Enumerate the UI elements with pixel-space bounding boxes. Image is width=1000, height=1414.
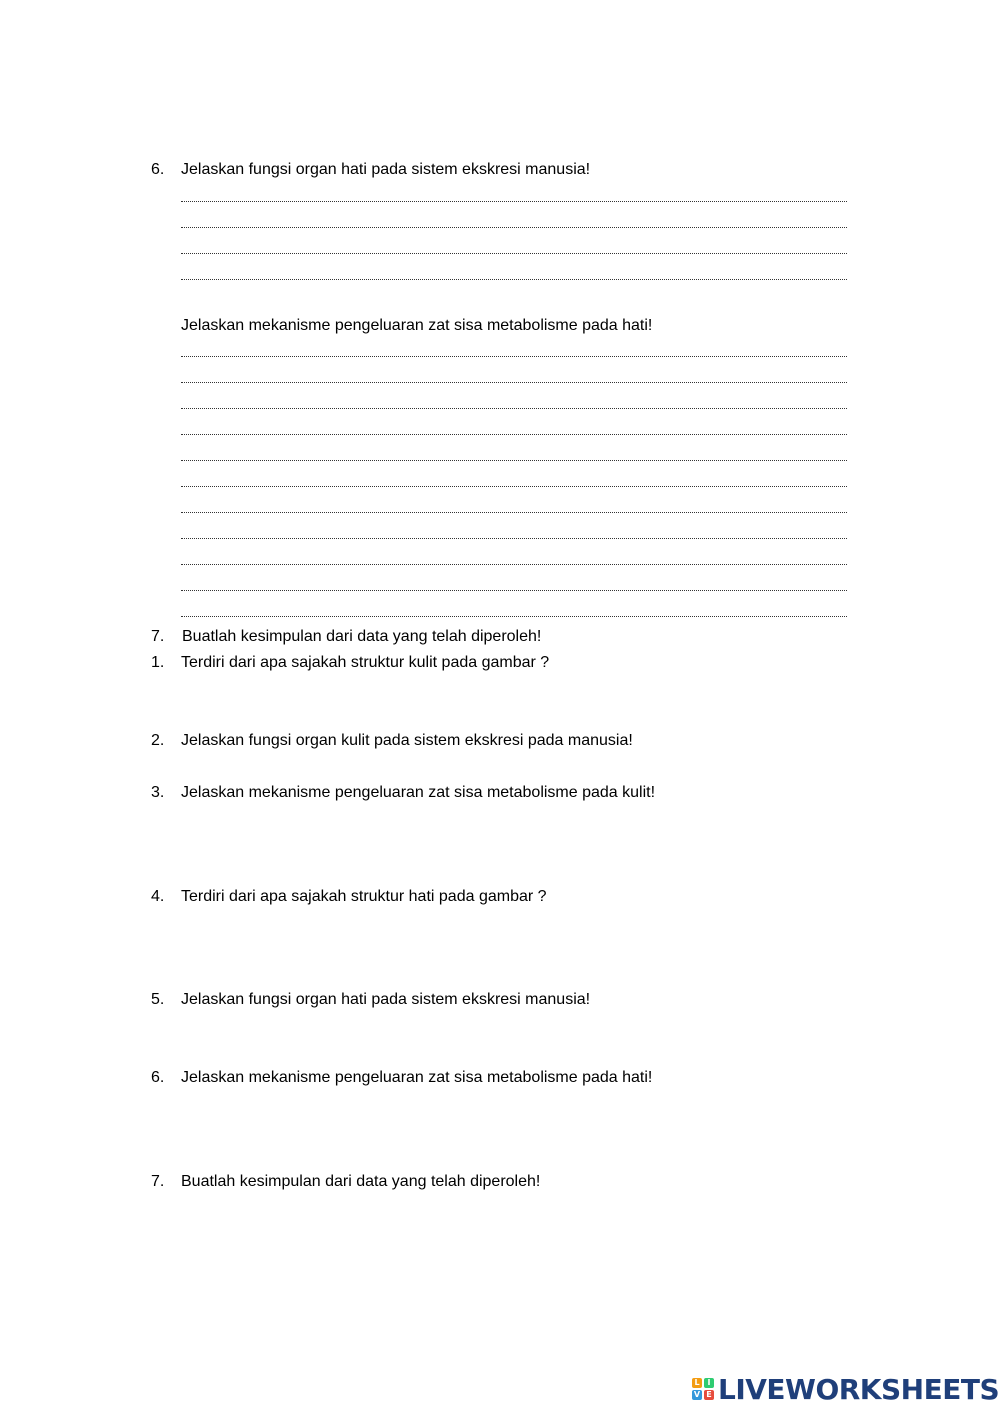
question-number: 6. — [151, 161, 165, 178]
question-number: 7. — [151, 1173, 165, 1190]
answer-line[interactable] — [181, 382, 847, 383]
logo-cell-i: I — [704, 1378, 714, 1388]
question-text: Terdiri dari apa sajakah struktur kulit pada gambar ? — [181, 654, 550, 671]
question-text: Buatlah kesimpulan dari data yang telah diperoleh! — [181, 1173, 541, 1190]
liveworksheets-logo — [692, 1373, 1000, 1407]
question-text: Jelaskan mekanisme pengeluaran zat sisa metabolisme pada kulit! — [181, 784, 656, 801]
answer-line[interactable] — [181, 460, 847, 461]
question-text: Jelaskan fungsi organ hati pada sistem ekskresi manusia! — [181, 991, 591, 1008]
logo-cell-v: V — [693, 1390, 701, 1399]
answer-line[interactable] — [181, 408, 847, 409]
answer-line[interactable] — [181, 434, 847, 435]
answer-line[interactable] — [181, 564, 847, 565]
answer-line[interactable] — [181, 201, 847, 202]
question-number: 7. — [151, 628, 165, 645]
answer-line[interactable] — [181, 512, 847, 513]
question-number: 1. — [151, 654, 165, 671]
question-text: Terdiri dari apa sajakah struktur hati pada gambar ? — [181, 888, 547, 905]
question-number: 3. — [151, 784, 165, 801]
answer-line[interactable] — [181, 486, 847, 487]
answer-line[interactable] — [181, 356, 847, 357]
answer-line[interactable] — [181, 538, 847, 539]
question-number: 4. — [151, 888, 165, 905]
answer-line[interactable] — [181, 279, 847, 280]
logo-cell-l: L — [692, 1378, 702, 1388]
liveworksheets-logo-text: LIVEWORKSHEETS — [718, 1373, 1000, 1406]
question-number: 5. — [151, 991, 165, 1008]
answer-line[interactable] — [181, 590, 847, 591]
sub-question-text: Jelaskan mekanisme pengeluaran zat sisa metabolisme pada hati! — [181, 317, 653, 334]
question-number: 6. — [151, 1069, 165, 1086]
question-text: Jelaskan fungsi organ kulit pada sistem ekskresi pada manusia! — [181, 732, 633, 749]
liveworksheets-logo-icon — [692, 1378, 716, 1402]
answer-line[interactable] — [181, 227, 847, 228]
question-text: Jelaskan fungsi organ hati pada sistem ekskresi manusia! — [181, 161, 591, 178]
answer-line[interactable] — [181, 253, 847, 254]
question-number: 2. — [151, 732, 165, 749]
question-text: Jelaskan mekanisme pengeluaran zat sisa metabolisme pada hati! — [181, 1069, 653, 1086]
logo-cell-e: E — [704, 1390, 714, 1400]
question-text: Buatlah kesimpulan dari data yang telah diperoleh! — [182, 628, 542, 645]
answer-line[interactable] — [181, 616, 847, 617]
